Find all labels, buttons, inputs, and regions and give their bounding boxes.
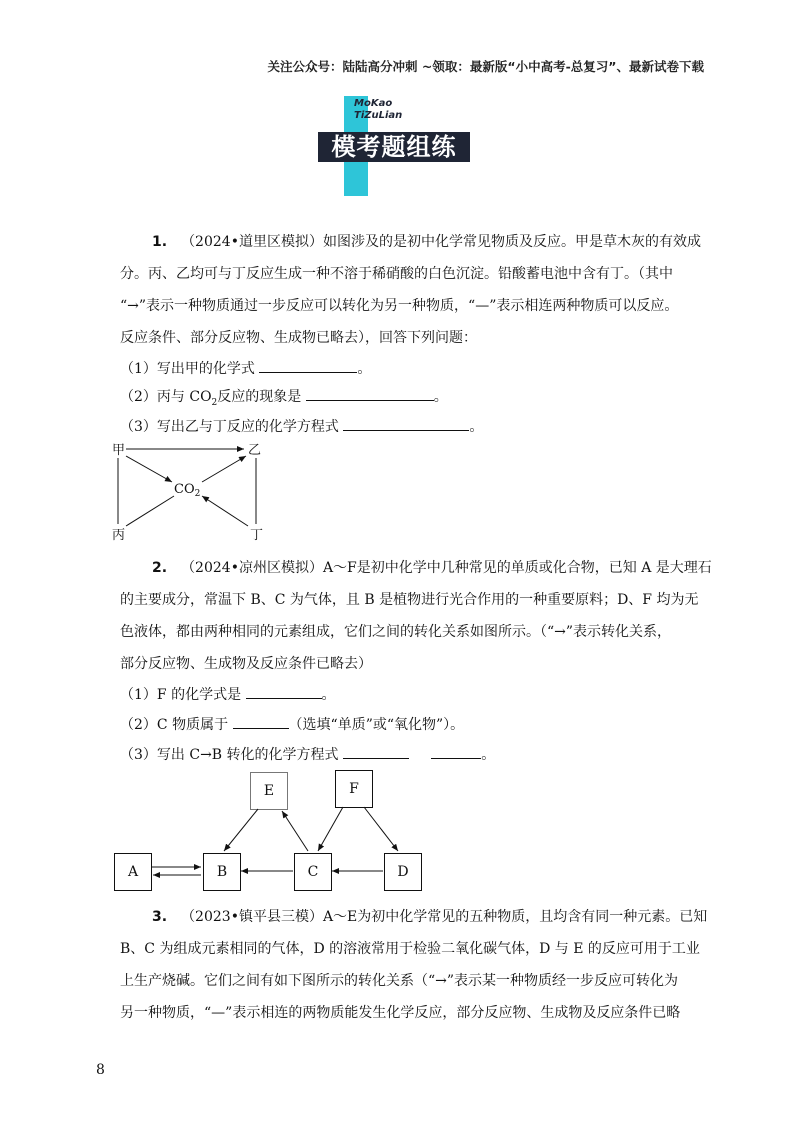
q1-node-yi: 乙 (248, 443, 262, 458)
q3-line-1 (120, 907, 707, 927)
q2-answer-blank-2[interactable] (233, 714, 289, 729)
q1-answer-blank-2[interactable] (306, 386, 434, 401)
q1-sub2 (120, 386, 448, 413)
logo (318, 96, 478, 196)
q1-sub2-subscript: 2 (211, 397, 218, 408)
q2-answer-blank-3b[interactable] (431, 744, 481, 759)
q1-line-3: “→”表示一种物质通过一步反应可以转化为另一种物质，“—”表示相连两种物质可以反应。 (120, 298, 679, 314)
q2-line-3: 色液体，都由两种相同的元素组成，它们之间的转化关系如图所示。（“→”表示转化关系， (120, 624, 672, 640)
q2-node-f: F (335, 770, 373, 808)
q1-node-center: $CO_2$ (174, 482, 201, 499)
q1-line-bing-co2 (126, 496, 174, 526)
q1-line-1 (120, 232, 701, 252)
q1-sub1-text: （1）写出甲的化学式 (120, 361, 255, 377)
q2-sub3 (120, 744, 495, 765)
logo-subtitle (354, 98, 402, 122)
q2-line-1 (120, 558, 712, 578)
page-number: 8 (96, 1062, 105, 1078)
logo-line2: TiZuLian (354, 110, 403, 121)
q1-number: 1. (152, 234, 168, 250)
logo-line1: MoKao (354, 98, 393, 109)
q3-line-3: 上生产烧碱。它们之间有如下图所示的转化关系（“→”表示某一种物质经一步反应可转化为 (120, 973, 679, 989)
q2-sub2-hint: （选填“单质”或“氧化物”）。 (288, 717, 465, 733)
q2-number: 2. (152, 560, 168, 576)
q2-text-0: （2024•凉州区模拟）A～F是初中化学中几种常见的单质或化合物，已知 A 是大理石 (181, 560, 712, 576)
q1-node-bing: 丙 (112, 528, 126, 543)
q2-sub1 (120, 684, 336, 705)
q2-answer-blank-3a[interactable] (343, 744, 409, 759)
q1-sub3 (120, 416, 483, 437)
q3-text-0: （2023•镇平县三模）A～E为初中化学常见的五种物质，且均含有同一种元素。已知 (181, 909, 708, 925)
logo-title: 模考题组练 (331, 133, 457, 161)
q1-sub2-text-a: （2）丙与 CO (120, 389, 212, 405)
q1-sub3-end: 。 (469, 419, 484, 435)
q2-node-e: E (250, 772, 288, 810)
q2-node-d: D (384, 853, 422, 891)
header-note: 关注公众号：陆陆高分冲刺 ~领取：最新版“小中高考-总复习”、最新试卷下载 (267, 59, 704, 74)
q1-node-jia: 甲 (112, 443, 126, 458)
q2-arrow-f-d (364, 807, 398, 851)
q1-line-4: 反应条件、部分反应物、生成物已略去），回答下列问题： (120, 330, 477, 346)
q2-sub1-end: 。 (321, 687, 336, 703)
q2-line-4: 部分反应物、生成物及反应条件已略去） (120, 656, 372, 672)
q1-line-2: 分。丙、乙均可与丁反应生成一种不溶于稀硝酸的白色沉淀。铅酸蓄电池中含有丁。（其中 (120, 266, 673, 282)
q2-line-2: 的主要成分，常温下 B、C 为气体，且 B 是植物进行光合作用的一种重要原料；D、F 均为无 (120, 592, 699, 608)
q1-diagram (110, 440, 270, 544)
q2-sub3-end: 。 (481, 747, 496, 763)
q1-node-ding: 丁 (250, 528, 264, 543)
q2-arrow-f-c (318, 807, 343, 851)
q1-answer-blank-3[interactable] (343, 416, 469, 431)
q2-sub2 (120, 714, 464, 735)
q1-sub1 (120, 358, 371, 379)
q2-answer-blank-1[interactable] (246, 684, 322, 699)
q2-sub2-text: （2）C 物质属于 (120, 717, 229, 733)
q1-arrow-ding-co2 (202, 496, 248, 526)
q3-number: 3. (152, 909, 168, 925)
q1-sub2-end: 。 (433, 389, 448, 405)
q2-arrow-e-b (224, 809, 258, 851)
q3-line-4: 另一种物质，“—”表示相连的两物质能发生化学反应，部分反应物、生成物及反应条件已略 (120, 1005, 681, 1021)
q1-sub1-end: 。 (357, 361, 372, 377)
q1-text-0: （2024•道里区模拟）如图涉及的是初中化学常见物质及反应。甲是草木灰的有效成 (181, 234, 701, 250)
q2-sub3-text: （3）写出 C→B 转化的化学方程式 (120, 747, 339, 763)
q1-arrow-jia-co2 (126, 456, 172, 482)
q1-sub2-text-b: 反应的现象是 (217, 389, 302, 405)
q2-node-a: A (114, 853, 152, 891)
q1-answer-blank-1[interactable] (259, 358, 357, 373)
q1-sub3-text: （3）写出乙与丁反应的化学方程式 (120, 419, 339, 435)
q2-arrow-c-e (282, 811, 308, 851)
q1-arrow-co2-yi (202, 456, 246, 482)
q2-node-b: B (203, 853, 241, 891)
q2-sub1-text: （1）F 的化学式是 (120, 687, 242, 703)
q2-node-c: C (294, 853, 332, 891)
q3-line-2: B、C 为组成元素相同的气体，D 的溶液常用于检验二氧化碳气体，D 与 E 的反应可用于工业 (120, 941, 700, 957)
